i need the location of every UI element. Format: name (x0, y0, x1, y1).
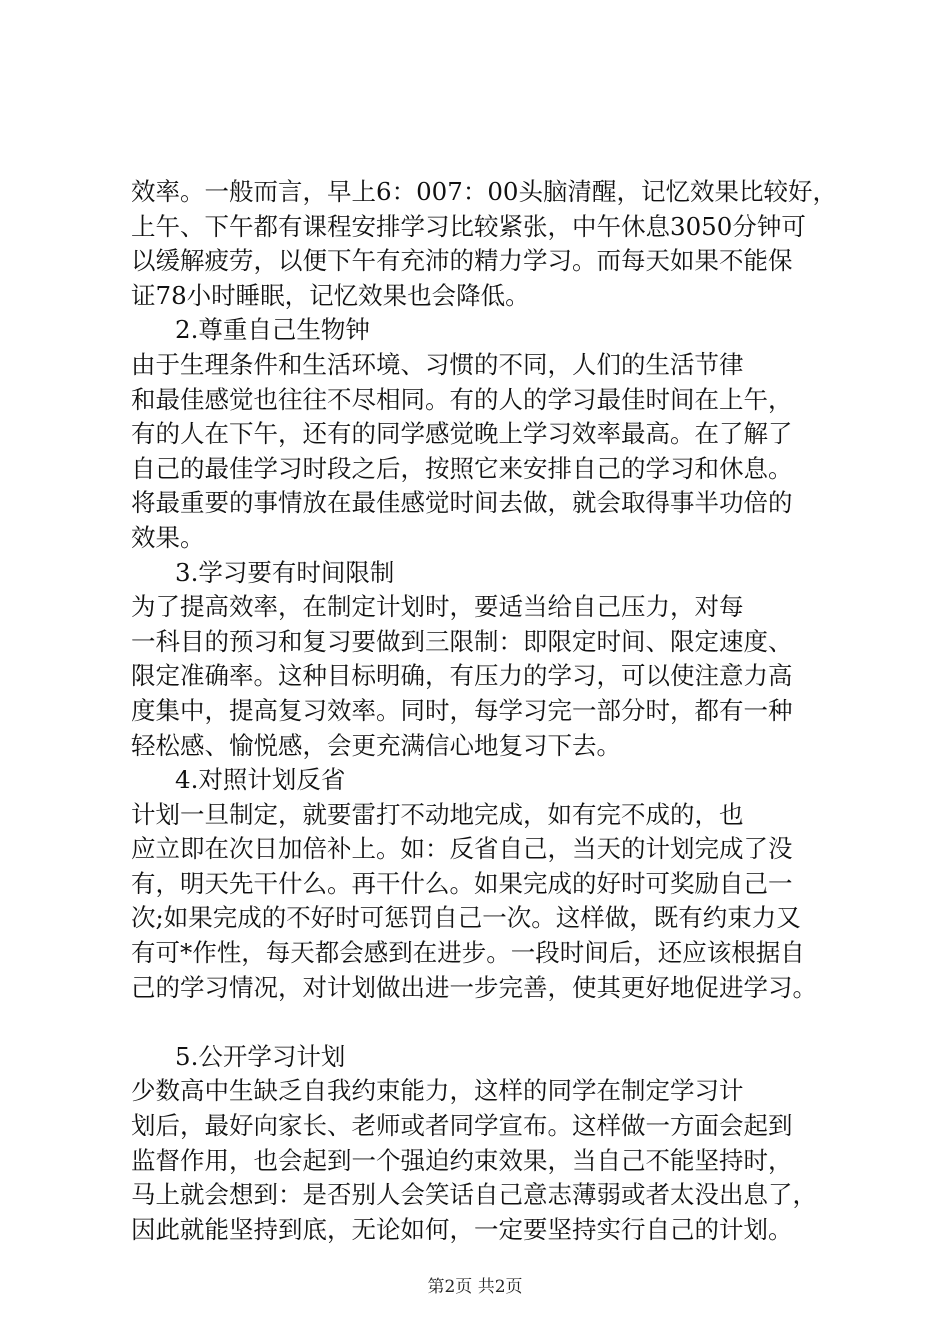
text-line: 次;如果完成的不好时可惩罚自己一次。这样做，既有约束力又 (131, 903, 801, 933)
text-line: 度集中，提高复习效率。同时，每学习完一部分时，都有一种 (131, 695, 793, 725)
text-line: 和最佳感觉也往往不尽相同。有的人的学习最佳时间在上午， (131, 384, 793, 414)
section-heading-5: 5.公开学习计划 (175, 1041, 346, 1071)
text-line: 轻松感、愉悦感，会更充满信心地复习下去。 (131, 730, 621, 760)
text-line: 监督作用，也会起到一个强迫约束效果，当自己不能坚持时， (131, 1145, 793, 1175)
text-line: 上午、下午都有课程安排学习比较紧张，中午休息3050分钟可 (131, 211, 806, 241)
text-line: 以缓解疲劳，以便下午有充沛的精力学习。而每天如果不能保 (131, 246, 793, 276)
text-line: 有的人在下午，还有的同学感觉晚上学习效率最高。在了解了 (131, 419, 793, 449)
document-body (131, 175, 836, 1247)
text-line: 计划一旦制定，就要雷打不动地完成，如有完不成的，也 (131, 799, 744, 829)
section-heading-2: 2.尊重自己生物钟 (175, 315, 370, 345)
text-line: 效果。 (131, 522, 205, 552)
text-line: 将最重要的事情放在最佳感觉时间去做，就会取得事半功倍的 (131, 488, 793, 518)
text-line: 限定准确率。这种目标明确，有压力的学习，可以使注意力高 (131, 661, 793, 691)
text-line: 少数高中生缺乏自我约束能力，这样的同学在制定学习计 (131, 1076, 744, 1106)
text-line: 马上就会想到：是否别人会笑话自己意志薄弱或者太没出息了， (131, 1180, 817, 1210)
text-line: 为了提高效率，在制定计划时，要适当给自己压力，对每 (131, 592, 744, 622)
text-line: 一科目的预习和复习要做到三限制：即限定时间、限定速度、 (131, 626, 793, 656)
text-line: 效率。一般而言，早上6：007：00头脑清醒，记忆效果比较好， (131, 177, 838, 206)
text-line: 证78小时睡眠，记忆效果也会降低。 (131, 280, 530, 310)
text-line: 自己的最佳学习时段之后，按照它来安排自己的学习和休息。 (131, 453, 793, 483)
section-heading-4: 4.对照计划反省 (175, 765, 346, 795)
text-line: 有，明天先干什么。再干什么。如果完成的好时可奖励自己一 (131, 868, 793, 898)
page-footer: 第2页 共2页 (427, 1277, 523, 1297)
text-line: 由于生理条件和生活环境、习惯的不同，人们的生活节律 (131, 349, 744, 379)
paragraph-gap (131, 1005, 836, 1040)
text-line: 划后，最好向家长、老师或者同学宣布。这样做一方面会起到 (131, 1111, 793, 1141)
text-line: 应立即在次日加倍补上。如：反省自己，当天的计划完成了没 (131, 834, 793, 864)
text-line: 因此就能坚持到底，无论如何，一定要坚持实行自己的计划。 (131, 1214, 793, 1244)
text-line: 己的学习情况，对计划做出进一步完善，使其更好地促进学习。 (131, 972, 817, 1002)
text-line: 有可*作性，每天都会感到在进步。一段时间后，还应该根据自 (131, 938, 805, 968)
section-heading-3: 3.学习要有时间限制 (175, 557, 395, 587)
